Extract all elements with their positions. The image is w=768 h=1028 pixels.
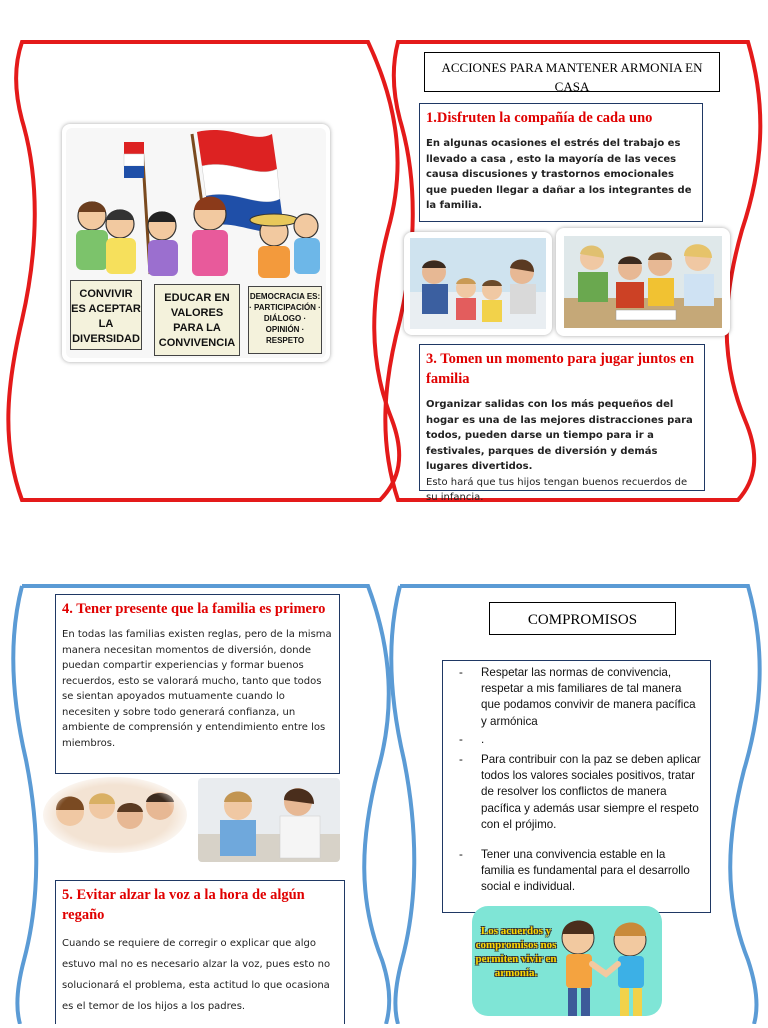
- trailing-dot-text: .: [481, 732, 485, 746]
- item5-text: Cuando se requiere de corregir o explicar que algo estuvo mal no es necesario alzar la voz, pues esto no solucionará el problema, esta actitud lo que ocasiona es el temor de los hijos a los padres.: [62, 938, 331, 1012]
- family-photo-2: [556, 228, 730, 336]
- acciones-header-text: ACCIONES PARA MANTENER ARMONIA EN CASA: [441, 60, 703, 94]
- item1-box: [419, 103, 703, 222]
- family-photo-3: [42, 776, 188, 854]
- sign-democracia-text: DEMOCRACIA ES: · PARTICIPACIÓN · DIÁLOGO · OPINIÓN · RESPETO: [249, 292, 321, 345]
- item4-title: 4. Tener presente que la familia es primero: [62, 601, 326, 617]
- compromisos-header: [489, 602, 676, 635]
- acciones-header: [424, 52, 720, 92]
- family-photo-1: [404, 232, 552, 335]
- item4-text: En todas las familias existen reglas, pero de la misma manera necesitan momentos de diversión, donde puedan compartir experiencias y formar buenos recuerdos, esto se valorará mucho, tanto que todos se sientan apoyados mutuamente cuando lo necesiten y sobre todo generará confianza, un ambiente de comprensión y entendimiento entre los miembros.: [62, 629, 332, 749]
- sign-educar-text: EDUCAR EN VALORES PARA LA CONVIVENCIA: [158, 292, 236, 349]
- item3-box: [419, 344, 705, 503]
- item3-title: 3. Tomen un momento para jugar juntos en familia: [426, 351, 695, 387]
- item3-text-normal: Esto hará que tus hijos tengan buenos recuerdos de su infancia.: [426, 476, 688, 503]
- sign-democracia: [248, 286, 322, 354]
- family-photo-4: [198, 778, 340, 862]
- item1-title: 1.Disfruten la compañía de cada uno: [426, 110, 653, 126]
- item1-text: En algunas ocasiones el estrés del trabajo es llevado a casa , esto la mayoría de las veces causa discusiones y trastornos emocionales que pueden llegar a dañar a los integrantes de la familia.: [426, 138, 692, 211]
- compromisos-list: [443, 665, 702, 896]
- compromiso-item-text: Para contribuir con la paz se deben aplicar todos los valores sociales positivos, tratar de resolver los conflictos de manera pacífica y además usar siempre el respeto con el prójimo.: [481, 753, 701, 831]
- compromiso-item: [443, 665, 702, 730]
- compromisos-header-text: COMPROMISOS: [527, 612, 638, 628]
- compromisos-list-box: [442, 660, 711, 913]
- compromiso-item-text: Tener una convivencia estable en la familia es fundamental para el desarrollo social e individual.: [481, 848, 690, 894]
- compromiso-trailing-dot: [443, 732, 702, 748]
- compromiso-item: [443, 847, 702, 896]
- sign-convivir: [70, 280, 142, 350]
- compromiso-item: [443, 752, 702, 833]
- item3-text-bold: Organizar salidas con los más pequeños del hogar es una de las mejores distracciones para todos, pueden darse un tiempo para ir a festivales, parques de diversión y demás lugares divertidos.: [426, 399, 693, 472]
- item5-title: 5. Evitar alzar la voz a la hora de algún regaño: [62, 887, 305, 923]
- item5-box: [55, 880, 345, 1024]
- convivencia-illustration-card: [62, 124, 330, 362]
- sign-convivir-text: CONVIVIR ES ACEPTAR LA DIVERSIDAD: [71, 288, 141, 345]
- family-lying-photo: [404, 232, 552, 335]
- sign-educar: [154, 284, 240, 356]
- acuerdos-poster-text: Los acuerdos y compromisos nos permiten vivir en armonía.: [475, 925, 557, 979]
- family-board-game-photo: [556, 228, 730, 336]
- happy-family-photo: [42, 776, 188, 854]
- acuerdos-poster: [466, 900, 666, 1024]
- compromiso-item-text: Respetar las normas de convivencia, respetar a mis familiares de tal manera que podamos convivir de manera pacífica y armónica: [481, 666, 696, 728]
- parent-child-talk-photo: [198, 778, 340, 862]
- item4-box: [55, 594, 340, 774]
